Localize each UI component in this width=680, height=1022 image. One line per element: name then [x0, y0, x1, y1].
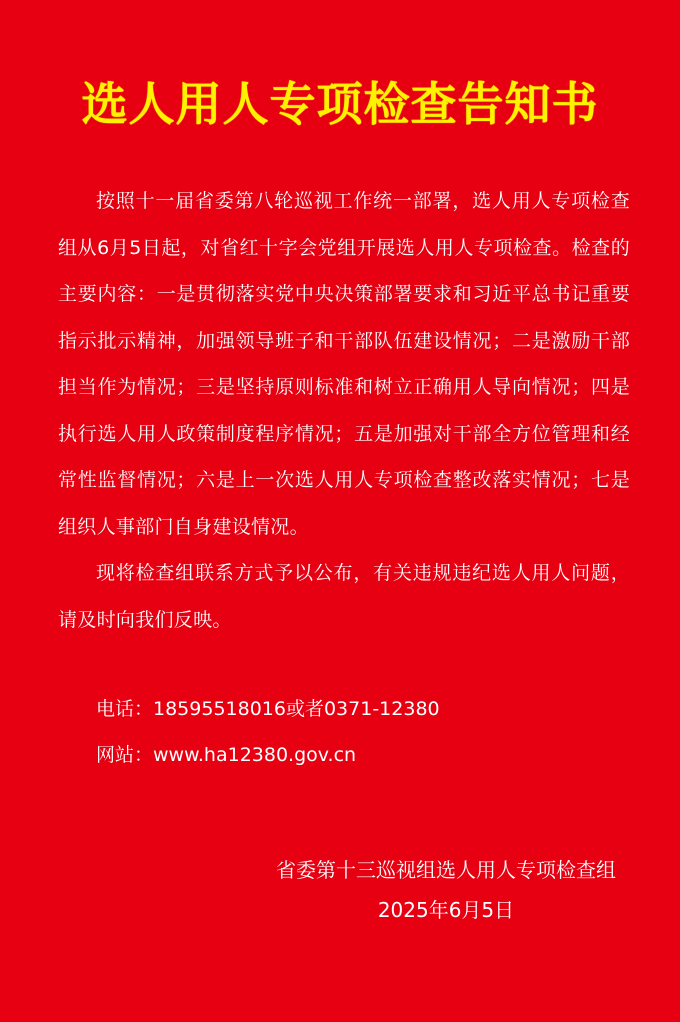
- notice-signature-block: [276, 850, 616, 930]
- notice-title: 选人用人专项检查告知书: [81, 77, 599, 131]
- notice-paragraph-inspection-scope: 按照十一届省委第八轮巡视工作统一部署，选人用人专项检查组从6月5日起，对省红十字会党组开展选人用人专项检查。检查的主要内容：一是贯彻落实党中央决策部署要求和习近平总书记重要指示批示精神，加强领导班子和干部队伍建设情况；二是激励干部担当作为情况；三是坚持原则标准和树立正确用人导向情况；四是执行选人用人政策制度程序情况；五是加强对干部全方位管理和经常性监督情况；六是上一次选人用人专项检查整改落实情况；七是组织人事部门自身建设情况。: [58, 190, 630, 538]
- signature-date: 2025年6月5日: [377, 898, 515, 922]
- website-contact: 网站：www.ha12380.gov.cn: [96, 744, 357, 766]
- signature-organization: 省委第十三巡视组选人用人专项检查组: [276, 858, 616, 882]
- phone-contact: 电话：18595518016或者0371-12380: [96, 698, 440, 720]
- notice-paragraph-contact-intro: 现将检查组联系方式予以公布，有关违规违纪选人用人问题，请及时向我们反映。: [58, 562, 630, 631]
- notice-body: [58, 178, 630, 643]
